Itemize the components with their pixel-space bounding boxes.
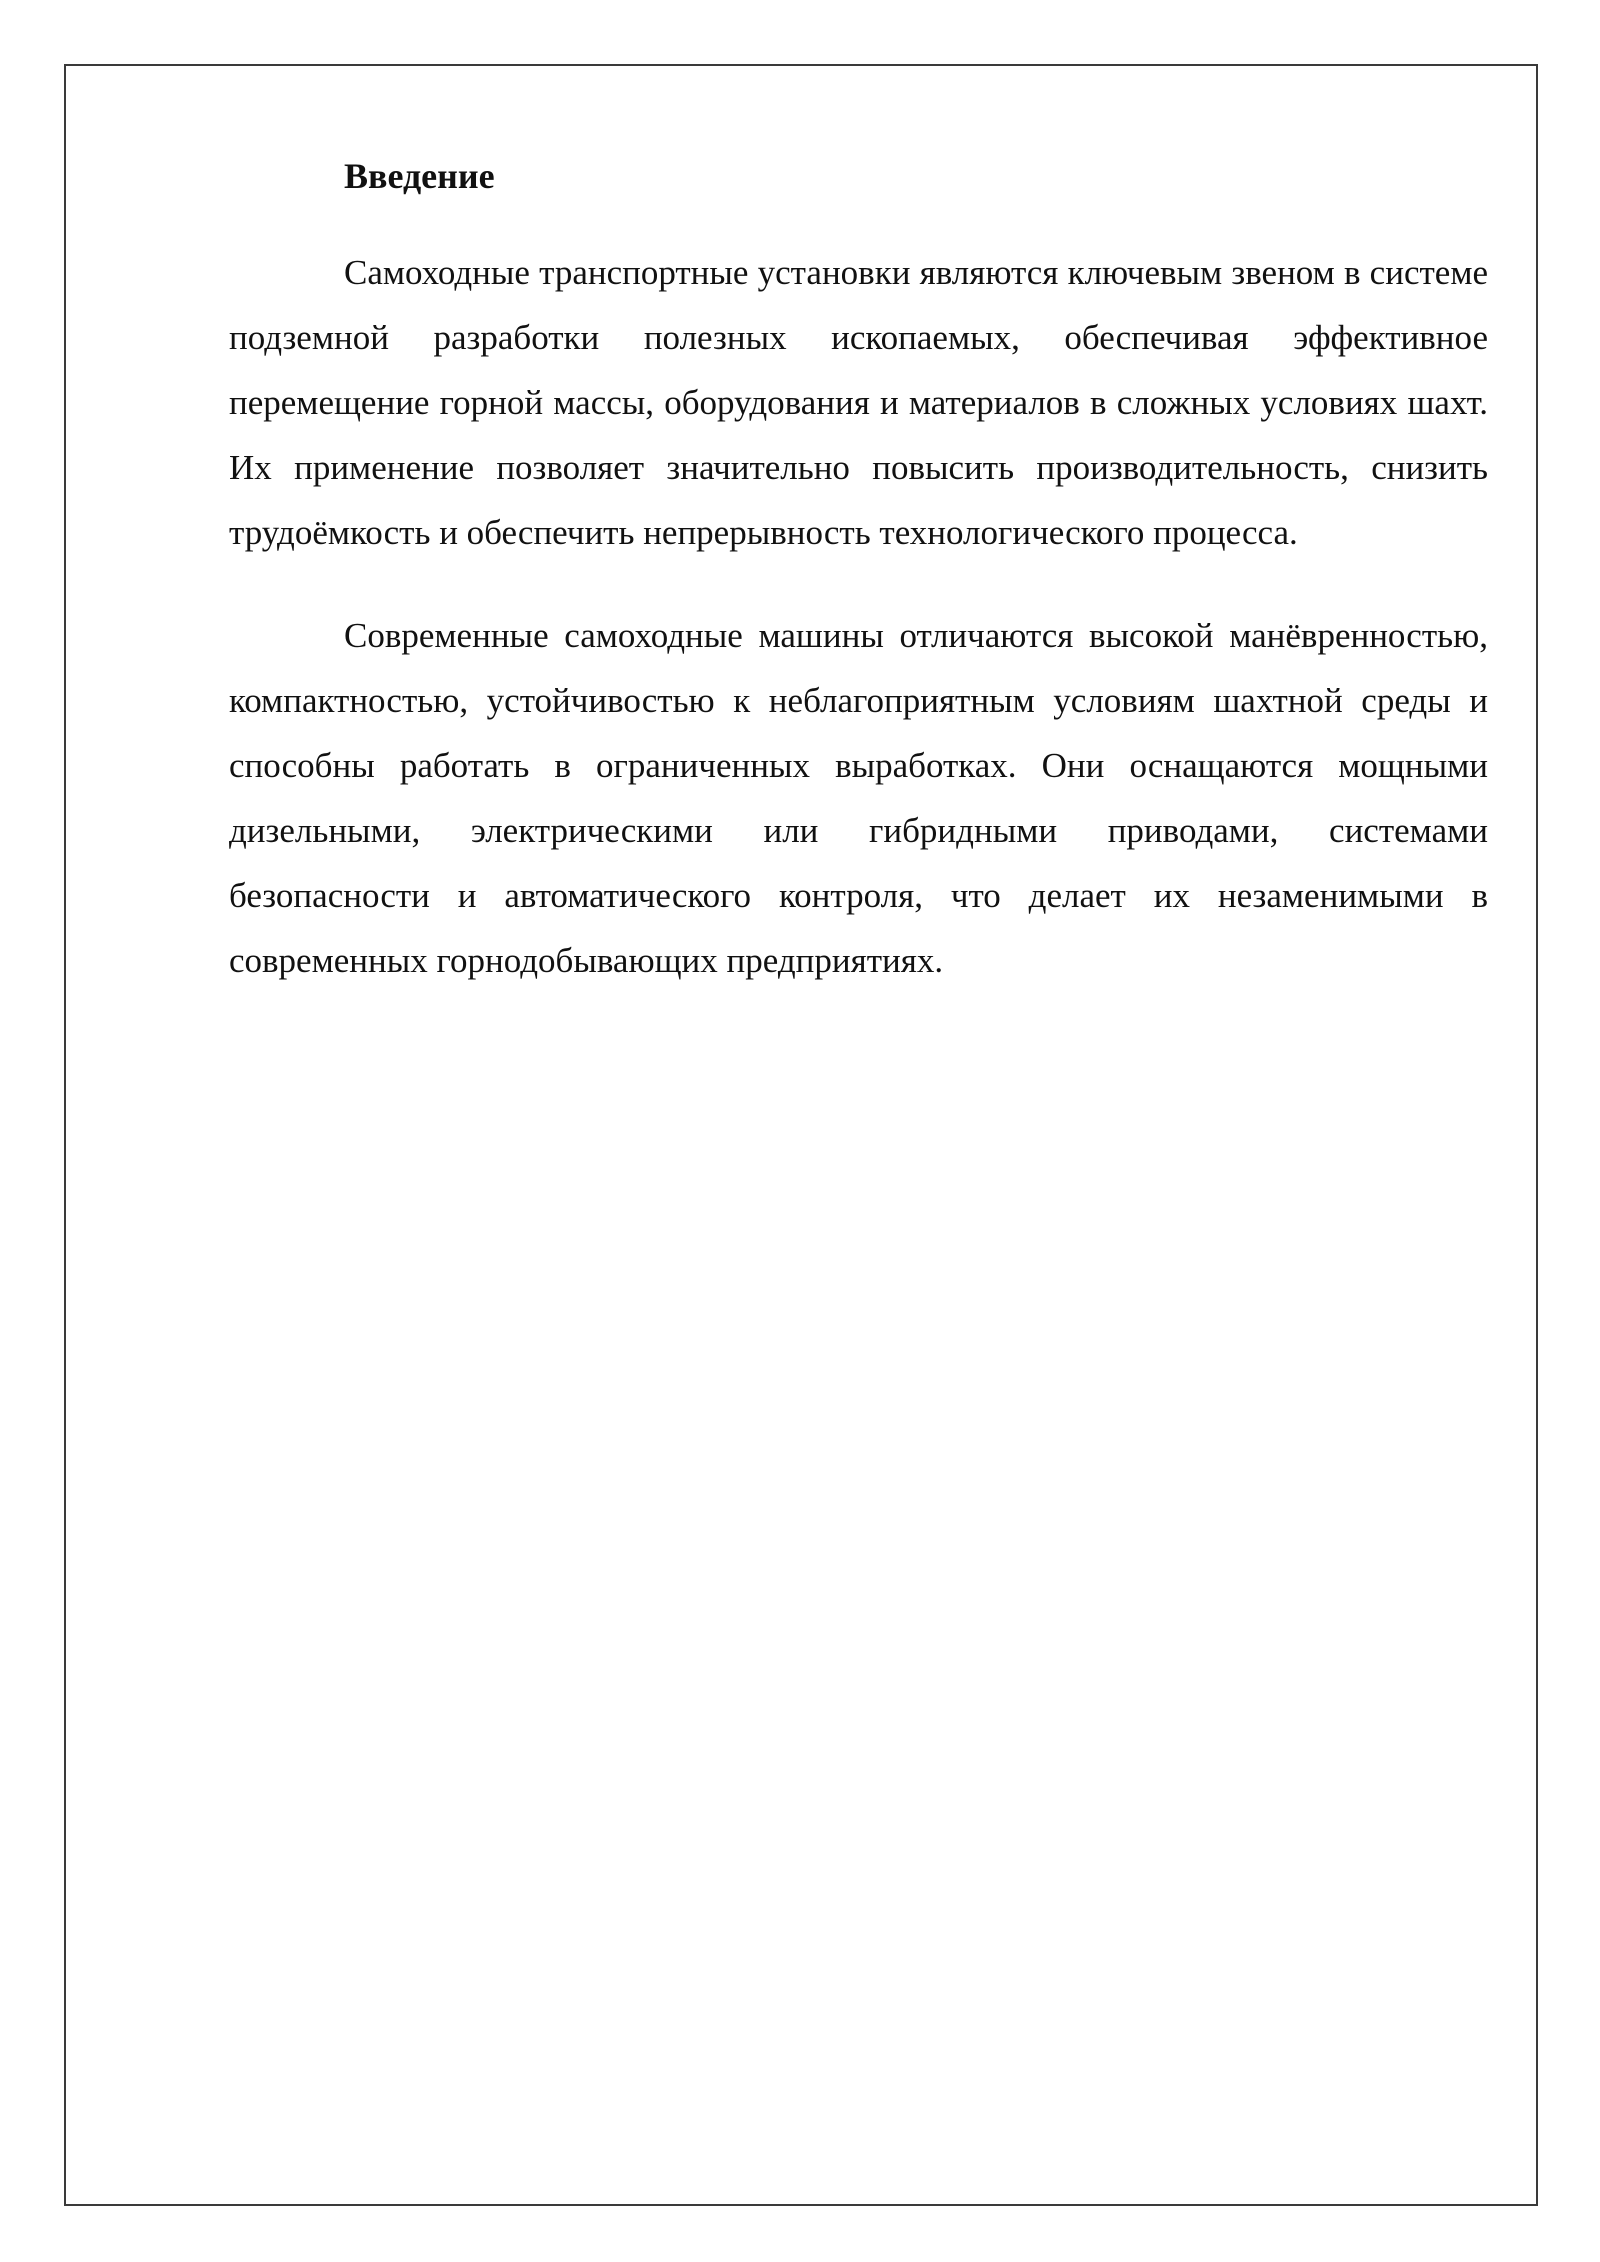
document-body (229, 150, 1488, 1031)
paragraph-intro: Самоходные транспортные установки являются ключевым звеном в системе подземной разработки полезных ископаемых, обеспечивая эффективное перемещение горной массы, оборудования и материалов в сложных условиях шахт. Их применение позволяет значительно повысить производительность, снизить трудоёмкость и обеспечить непрерывность технологического процесса. (229, 253, 1488, 552)
paragraph-modern-machines: Современные самоходные машины отличаются высокой манёвренностью, компактностью, устойчивостью к неблагоприятным условиям шахтной среды и способны работать в ограниченных выработках. Они оснащаются мощными дизельными, электрическими или гибридными приводами, системами безопасности и автоматического контроля, что делает их незаменимыми в современных горнодобывающих предприятиях. (229, 616, 1488, 980)
section-heading: Введение (344, 156, 495, 196)
